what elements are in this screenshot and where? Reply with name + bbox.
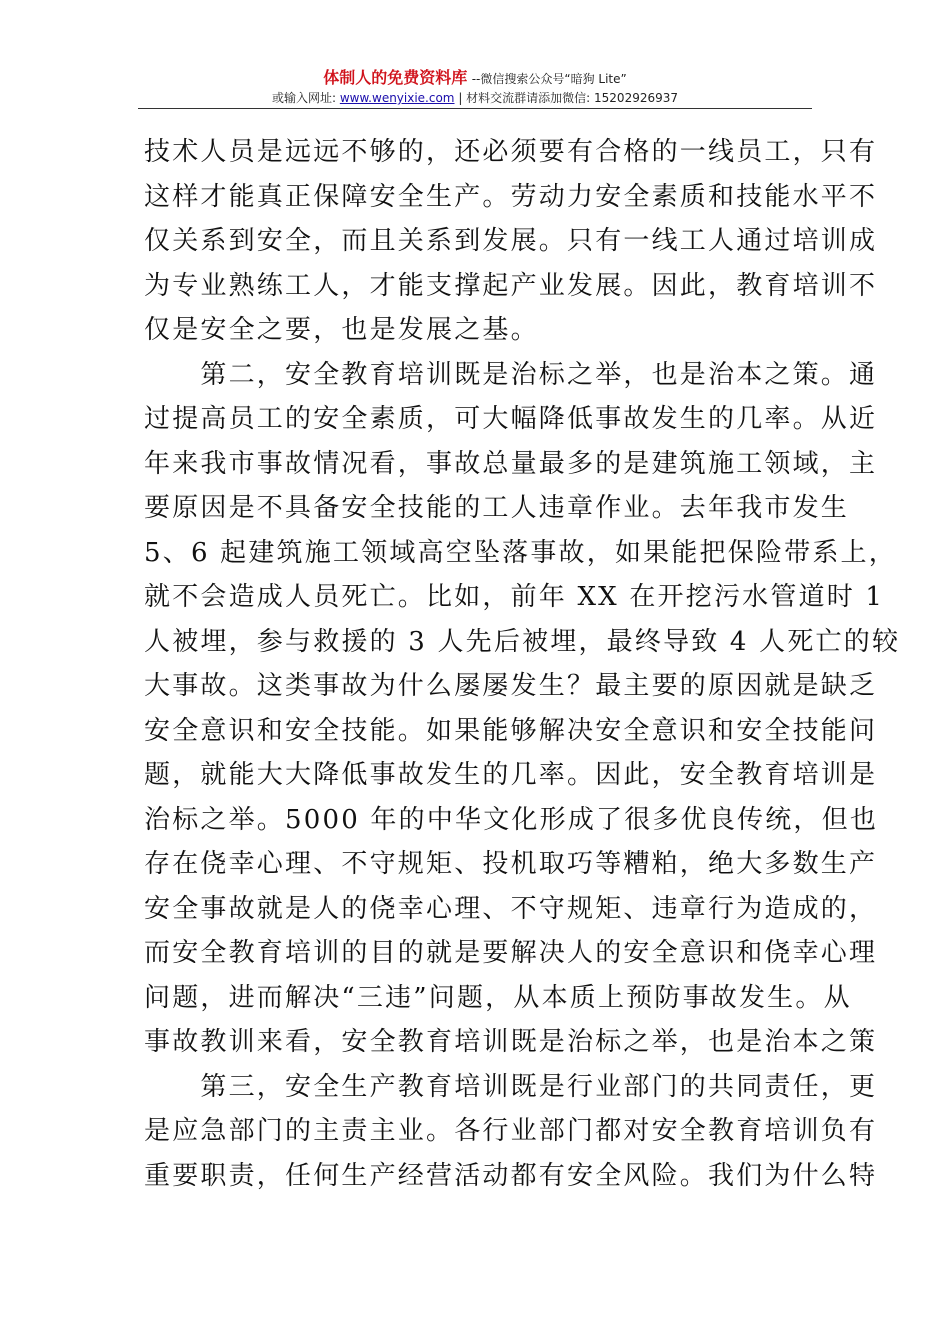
text-line: 第二，安全教育培训既是治标之举，也是治本之策。通: [144, 359, 878, 390]
text-line: 5、6 起建筑施工领域高空坠落事故，如果能把保险带系上，: [144, 537, 897, 568]
text-line: 这样才能真正保障安全生产。劳动力安全素质和技能水平不: [144, 181, 878, 212]
text-line: 安全意识和安全技能。如果能够解决安全意识和安全技能问: [144, 715, 878, 746]
text-line: 人被埋，参与救援的 3 人先后被埋，最终导致 4 人死亡的较: [144, 626, 901, 657]
text-line: 重要职责，任何生产经营活动都有安全风险。我们为什么特: [144, 1160, 878, 1191]
text-line: 治标之举。5000 年的中华文化形成了很多优良传统，但也: [144, 804, 879, 835]
text-line: 存在侥幸心理、不守规矩、投机取巧等糟粕，绝大多数生产: [144, 849, 878, 879]
text-line: 第三，安全生产教育培训既是行业部门的共同责任，更: [144, 1071, 878, 1102]
brand-title: 体制人的免费资料库: [323, 68, 468, 87]
text-line: 大事故。这类事故为什么屡屡发生？最主要的原因就是缺乏: [144, 671, 878, 701]
text-line: 是应急部门的主责主业。各行业部门都对安全教育培训负有: [144, 1116, 878, 1146]
contact-info: | 材料交流群请添加微信: 15202926937: [454, 91, 679, 105]
text-line: 题，就能大大降低事故发生的几率。因此，安全教育培训是: [144, 760, 878, 790]
header-title-line: [138, 68, 812, 89]
text-line: 过提高员工的安全素质，可大幅降低事故发生的几率。从近: [144, 404, 878, 434]
text-line: 问题，进而解决“三违”问题，从本质上预防事故发生。从: [144, 982, 852, 1013]
text-line: 为专业熟练工人，才能支撑起产业发展。因此，教育培训不: [144, 270, 878, 301]
text-line: 仅关系到安全，而且关系到发展。只有一线工人通过培训成: [144, 226, 878, 256]
text-line: 要原因是不具备安全技能的工人违章作业。去年我市发生: [144, 493, 850, 523]
text-line: 年来我市事故情况看，事故总量最多的是建筑施工领域，主: [144, 448, 878, 479]
website-link[interactable]: www.wenyixie.com: [339, 91, 455, 105]
text-line: 仅是安全之要，也是发展之基。: [144, 315, 539, 345]
url-prefix: 或输入网址:: [271, 91, 340, 105]
header-divider: [138, 108, 812, 109]
text-line: 就不会造成人员死亡。比如，前年 XX 在开挖污水管道时 1: [144, 582, 885, 612]
text-line: 而安全教育培训的目的就是要解决人的安全意识和侥幸心理: [144, 938, 878, 968]
text-line: 事故教训来看，安全教育培训既是治标之举，也是治本之策: [144, 1027, 878, 1057]
text-line: 技术人员是远远不够的，还必须要有合格的一线员工，只有: [144, 137, 878, 167]
text-line: 安全事故就是人的侥幸心理、不守规矩、违章行为造成的，: [144, 893, 878, 924]
header-contact-line: [138, 89, 812, 107]
header-tagline: --微信搜索公众号“暗狗 Lite”: [471, 72, 627, 86]
document-body: [144, 130, 901, 1198]
document-paragraphs: [144, 130, 901, 1198]
page-header: [138, 68, 812, 107]
